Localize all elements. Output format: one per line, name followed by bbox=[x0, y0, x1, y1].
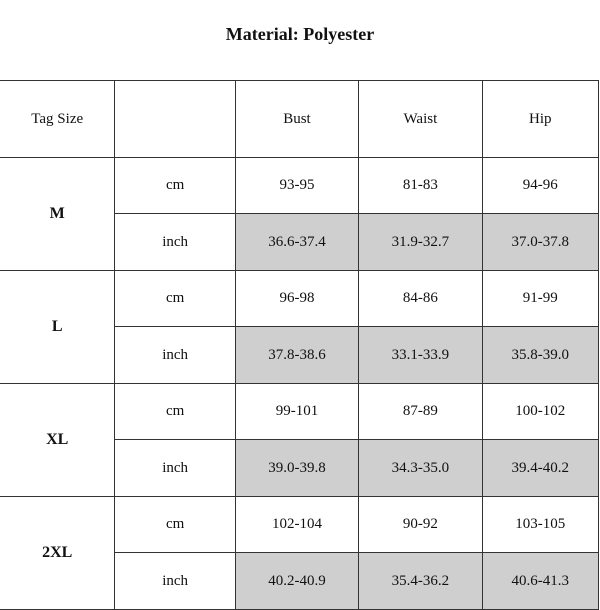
size-label-2xl: 2XL bbox=[0, 497, 115, 610]
unit-cell: cm bbox=[115, 158, 235, 214]
waist-inch-cell: 34.3-35.0 bbox=[359, 440, 482, 497]
hip-cm-cell: 100-102 bbox=[482, 384, 598, 440]
header-hip: Hip bbox=[482, 81, 598, 158]
bust-cm-cell: 93-95 bbox=[235, 158, 358, 214]
unit-cell: inch bbox=[115, 214, 235, 271]
unit-cell: inch bbox=[115, 440, 235, 497]
table-row bbox=[0, 497, 599, 553]
waist-inch-cell: 33.1-33.9 bbox=[359, 327, 482, 384]
bust-inch-cell: 39.0-39.8 bbox=[235, 440, 358, 497]
bust-cm-cell: 96-98 bbox=[235, 271, 358, 327]
waist-inch-cell: 35.4-36.2 bbox=[359, 553, 482, 610]
unit-cell: cm bbox=[115, 497, 235, 553]
header-unit bbox=[115, 81, 235, 158]
hip-inch-cell: 37.0-37.8 bbox=[482, 214, 598, 271]
hip-cm-cell: 103-105 bbox=[482, 497, 598, 553]
table-row bbox=[0, 271, 599, 327]
waist-cm-cell: 81-83 bbox=[359, 158, 482, 214]
bust-inch-cell: 37.8-38.6 bbox=[235, 327, 358, 384]
size-label-l: L bbox=[0, 271, 115, 384]
page-title: Material: Polyester bbox=[225, 24, 375, 44]
table-row bbox=[0, 384, 599, 440]
hip-cm-cell: 91-99 bbox=[482, 271, 598, 327]
hip-inch-cell: 40.6-41.3 bbox=[482, 553, 598, 610]
unit-cell: inch bbox=[115, 553, 235, 610]
bust-inch-cell: 40.2-40.9 bbox=[235, 553, 358, 610]
waist-cm-cell: 90-92 bbox=[359, 497, 482, 553]
waist-cm-cell: 87-89 bbox=[359, 384, 482, 440]
unit-cell: inch bbox=[115, 327, 235, 384]
header-tag-size: Tag Size bbox=[0, 81, 115, 158]
hip-cm-cell: 94-96 bbox=[482, 158, 598, 214]
header-bust: Bust bbox=[235, 81, 358, 158]
hip-inch-cell: 35.8-39.0 bbox=[482, 327, 598, 384]
size-label-m: M bbox=[0, 158, 115, 271]
header-waist: Waist bbox=[359, 81, 482, 158]
bust-cm-cell: 99-101 bbox=[235, 384, 358, 440]
waist-cm-cell: 84-86 bbox=[359, 271, 482, 327]
bust-inch-cell: 36.6-37.4 bbox=[235, 214, 358, 271]
bust-cm-cell: 102-104 bbox=[235, 497, 358, 553]
table-header-row bbox=[0, 81, 599, 158]
table-row bbox=[0, 158, 599, 214]
size-chart-table bbox=[0, 80, 599, 610]
size-label-xl: XL bbox=[0, 384, 115, 497]
unit-cell: cm bbox=[115, 271, 235, 327]
hip-inch-cell: 39.4-40.2 bbox=[482, 440, 598, 497]
waist-inch-cell: 31.9-32.7 bbox=[359, 214, 482, 271]
unit-cell: cm bbox=[115, 384, 235, 440]
